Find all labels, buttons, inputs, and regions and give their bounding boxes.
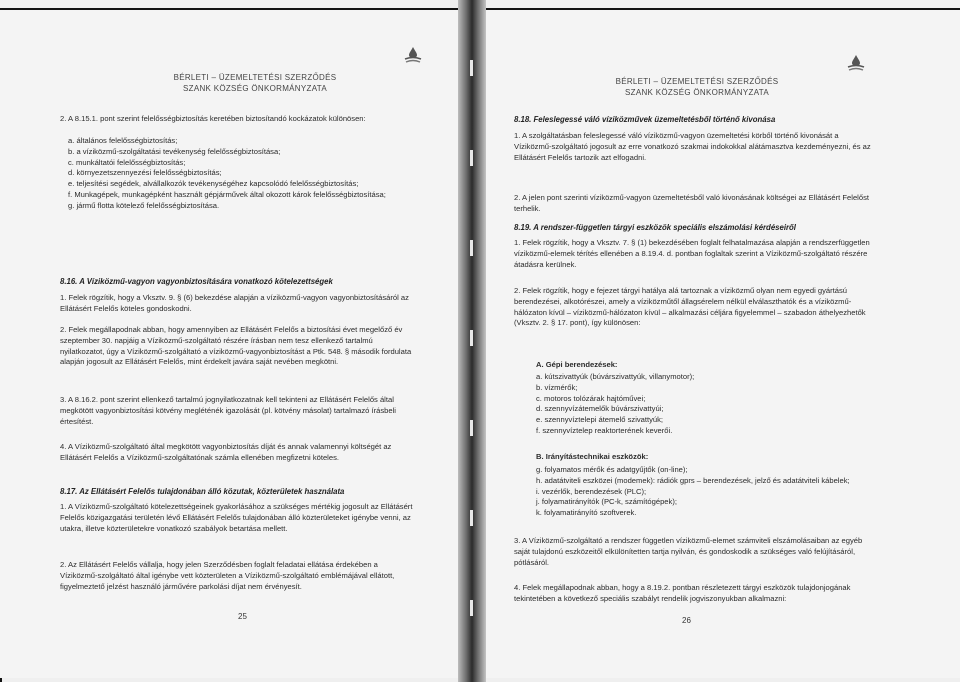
list-item: g. jármű flotta kötelező felelősségbiztosítása.	[68, 200, 220, 210]
paragraph: 1. Felek rögzítik, hogy a Vksztv. 9. § (6) bekezdése alapján a víziközmű-vagyon vagyonbiztosításáról az Ellátásért Felelős köteles gondoskodni.	[60, 293, 409, 313]
page-header	[150, 72, 360, 94]
spine-mark	[470, 330, 473, 346]
list-item: k. folyamatirányító szoftverek.	[536, 508, 637, 518]
paragraph: 3. A 8.16.2. pont szerint ellenkező tartalmú jognyilatkozatnak kell tekinteni az Ellátásért Felelős által megkötött vagyonbiztosítási kötvény megléténék igazolását (pl. kötvény másolat) tartalmazó írásbeli értesítést.	[60, 395, 396, 426]
list-item: j. folyamatirányítók (PC-k, számítógépek);	[536, 497, 677, 507]
list-item: a. általános felelősségbiztosítás;	[68, 136, 178, 145]
list-item: c. munkáltatói felelősségbiztosítás;	[68, 157, 186, 167]
paragraph: 1. A szolgáltatásban feleslegessé váló víziközmű-vagyon üzemeltetési körből történő kivonását a Víziközmű-szolgáltató jogosult az erre vonatkozó szakmai indokokkal alátámasztva kezdeményezni, és az Ellátásért Felelős tartozik azt elfogadni.	[514, 131, 871, 162]
page-number: 26	[682, 616, 691, 625]
header-subtitle: SZANK KÖZSÉG ÖNKORMÁNYZATA	[183, 84, 327, 93]
list-item: a. kútszivattyúk (búvárszivattyúk, villanymotor);	[536, 372, 695, 381]
list-item: b. vízmérők;	[536, 382, 578, 392]
water-utility-logo-icon	[403, 46, 423, 64]
paragraph: 2. Az Ellátásért Felelős vállalja, hogy jelen Szerződésben foglalt feladatai ellátása érdekében a Víziközmű-szolgáltató által igénybe vett közterületen a Víziközmű-szolgáltató emblémájával ellátott, figyelmeztető jelzést használó járművére parkolási díjat nem érvényesít.	[60, 560, 395, 591]
paragraph: 2. Felek rögzítik, hogy e fejezet tárgyi hatálya alá tartoznak a víziközmű olyan nem egyedi gyártású berendezései, alkotórészei, amely a víziközműtől állagsérelem nélkül elválaszthatók és a víziközmű-hálózaton kívül – víziközmű-hálózaton kívül – alkalmazási céljára figyelemmel – szabadon áthelyezhetők (Vksztv. 2. § 17. pont), így különösen:	[514, 286, 866, 328]
page-number: 25	[238, 612, 247, 621]
list-item: e. szennyvíztelepi átemelő szivattyúk;	[536, 415, 664, 425]
spine-mark	[470, 420, 473, 436]
list-item: b. a víziközmű-szolgáltatási tevékenység felelősségbiztosítása;	[68, 146, 281, 156]
section-8-16-title: 8.16. A Víziközmű-vagyon vagyonbiztosítására vonatkozó kötelezettségek	[60, 277, 333, 286]
paragraph: 2. A jelen pont szerinti víziközmű-vagyon üzemeltetésből való kivonásának költségei az Ellátásért Felelőst terhelik.	[514, 193, 869, 213]
header-subtitle: SZANK KÖZSÉG ÖNKORMÁNYZATA	[625, 88, 769, 97]
paragraph: 1. A Víziközmű-szolgáltató kötelezettségeinek gyakorlásához a szükséges mértékig jogosult az Ellátásért Felelős közigazgatási területén lévő Ellátásért Felelős tulajdonában álló közterületeket igénybe venni, az utakra, illetve közterületekre vonatkozó szabályok betartása mellett.	[60, 502, 413, 533]
list-item: f. Munkagépek, munkagépként használt gépjárművek által okozott károk felelősségbiztosítása;	[68, 189, 386, 199]
paragraph: 1. Felek rögzítik, hogy a Vksztv. 7. § (1) bekezdésében foglalt felhatalmazása alapján a rendszerfüggetlen víziközmű-elemek térítés ellenében a 8.19.4. d. pontban foglaltak szerint a Víziközmű-szolgáltató részére átadásra kerülnek.	[514, 238, 870, 269]
list-item: h. adatátviteli eszközei (modemek): rádiók gprs – berendezések, jelző és adatátviteli kábelek;	[536, 475, 850, 485]
header-title: BÉRLETI – ÜZEMELTETÉSI SZERZŐDÉS	[615, 77, 779, 86]
list-item: g. folyamatos mérők és adatgyűjtők (on-line);	[536, 465, 688, 474]
list-item: d. környezetszennyezési felelősségbiztosítás;	[68, 168, 222, 178]
item2-intro: 2. A 8.15.1. pont szerint felelősségbiztosítás keretében biztosítandó kockázatok különösen:	[60, 114, 366, 123]
section-8-18-title: 8.18. Feleslegessé váló víziközművek üzemeltetésből történő kivonása	[514, 115, 776, 124]
list-item: i. vezérlők, berendezések (PLC);	[536, 486, 647, 496]
list-item: e. teljesítési segédek, alvállalkozók tevékenységéhez kapcsolódó felelősségbiztosítás;	[68, 179, 359, 189]
group-b-title: B. Irányítástechnikai eszközök:	[536, 452, 649, 461]
section-8-19-title: 8.19. A rendszer-független tárgyi eszközök speciális elszámolási kérdéseiről	[514, 223, 796, 232]
spine-mark	[470, 60, 473, 76]
page-header	[592, 76, 802, 98]
group-a-title: A. Gépi berendezések:	[536, 360, 618, 369]
list-item: c. motoros tolózárak hajtóművei;	[536, 393, 646, 403]
section-8-17-title: 8.17. Az Ellátásért Felelős tulajdonában álló közutak, közterületek használata	[60, 487, 345, 496]
left-page	[0, 10, 458, 678]
paragraph: 3. A Víziközmű-szolgáltató a rendszer független víziközmű-elemet számviteli elszámolásaiban az egyéb saját tulajdonú eszközeitől elkülönítetten tartja nyilván, és gondoskodik a szükséges való felújításáról, pótlásáról.	[514, 536, 863, 567]
insurance-list	[68, 136, 413, 212]
paragraph: 4. Felek megállapodnak abban, hogy a 8.19.2. pontban részletezett tárgyi eszközök tulajdonjogának tekintetében a következő speciális szabályt rendelik jogviszonyukban alkalmazni:	[514, 583, 851, 603]
right-page	[486, 10, 960, 678]
paragraph: 2. Felek megállapodnak abban, hogy amennyiben az Ellátásért Felelős a biztosítási évet megelőző év szeptember 30. napjáig a Víziközmű-szolgáltató részére írásban nem tesz ellenkező tartalmú nyilatkozatot, úgy a Víziközmű-szolgáltató a víziközmű-vagyonbiztosítást a Ptk. 548. § második fordulata alapján jogosult az Ellátásért Felelős, mint érdekelt javára saját nevében megkötni.	[60, 325, 412, 367]
paragraph: 4. A Víziközmű-szolgáltató által megkötött vagyonbiztosítás díját és annak valamennyi költségét az Ellátásért Felelős a Víziközmű-szolgáltatónak számla ellenében megfizetni köteles.	[60, 442, 392, 462]
group-b-list	[536, 465, 856, 519]
spine-mark	[470, 150, 473, 166]
spine-mark	[470, 600, 473, 616]
header-title: BÉRLETI – ÜZEMELTETÉSI SZERZŐDÉS	[173, 73, 337, 82]
list-item: d. szennyvízátemelők búvárszivattyúi;	[536, 404, 664, 414]
water-utility-logo-icon	[846, 54, 866, 72]
list-item: f. szennyvíztelep reaktorterének keverői.	[536, 425, 673, 435]
group-a-list	[536, 372, 856, 437]
spine-mark	[470, 510, 473, 526]
spine-mark	[470, 240, 473, 256]
